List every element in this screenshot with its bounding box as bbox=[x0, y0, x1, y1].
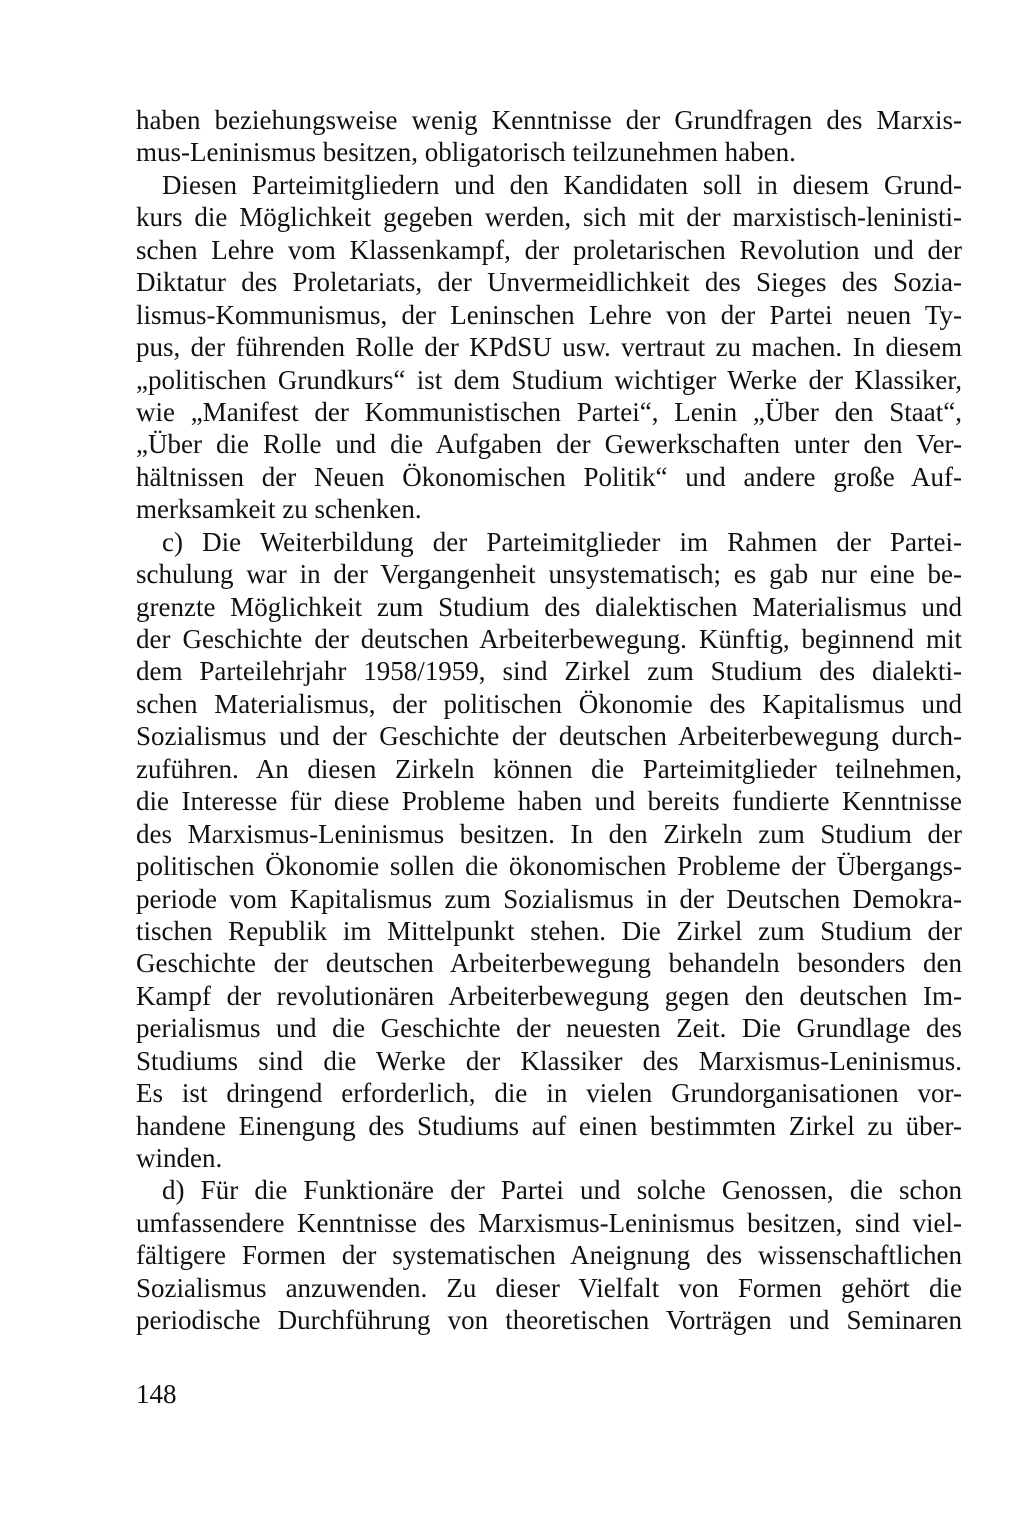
text-line: wie „Manifest der Kommunistischen Partei“, Lenin „Über den Staat“, bbox=[136, 396, 962, 427]
text-line: der Geschichte der deutschen Arbeiterbewegung. Künftig, beginnend mit bbox=[136, 624, 962, 654]
text-line: umfassendere Kenntnisse des Marxismus-Leninismus besitzen, sind viel- bbox=[136, 1207, 962, 1238]
text-line: pus, der führenden Rolle der KPdSU usw. vertraut zu machen. In diesem bbox=[136, 332, 962, 363]
text-line: winden. bbox=[136, 1143, 223, 1173]
text-line: dem Parteilehrjahr 1958/1959, sind Zirkel zum Studium des dialekti- bbox=[136, 656, 962, 687]
text-line: periodische Durchführung von theoretischen Vorträgen und Seminaren bbox=[136, 1305, 962, 1336]
text-line: Sozialismus und der Geschichte der deutschen Arbeiterbewegung durch- bbox=[136, 721, 962, 752]
text-line: mus-Leninismus besitzen, obligatorisch teilzunehmen haben. bbox=[136, 137, 796, 168]
text-line: Studiums sind die Werke der Klassiker des Marxismus-Leninismus. bbox=[136, 1045, 962, 1076]
text-line: Es ist dringend erforderlich, die in vielen Grundorganisationen vor- bbox=[136, 1078, 962, 1109]
text-line: Sozialismus anzuwenden. Zu dieser Vielfalt von Formen gehört die bbox=[136, 1272, 962, 1303]
text-line: schulung war in der Vergangenheit unsystematisch; es gab nur eine be- bbox=[136, 559, 962, 590]
text-line: lismus-Kommunismus, der Leninschen Lehre von der Partei neuen Ty- bbox=[136, 299, 962, 330]
text-line: „politischen Grundkurs“ ist dem Studium wichtiger Werke der Klassiker, bbox=[136, 364, 962, 395]
text-line: des Marxismus-Leninismus besitzen. In den Zirkeln zum Studium der bbox=[136, 818, 962, 849]
text-line: Diktatur des Proletariats, der Unvermeidlichkeit des Sieges des Sozia- bbox=[136, 267, 962, 298]
text-line: d) Für die Funktionäre der Partei und solche Genossen, die schon bbox=[162, 1175, 962, 1206]
page-number: 148 bbox=[136, 1379, 177, 1409]
text-line: haben beziehungsweise wenig Kenntnisse der Grundfragen des Marxis- bbox=[136, 105, 962, 135]
text-line: periode vom Kapitalismus zum Sozialismus in der Deutschen Demokra- bbox=[136, 883, 962, 914]
text-line: schen Lehre vom Klassenkampf, der proletarischen Revolution und der bbox=[136, 234, 962, 265]
text-line: kurs die Möglichkeit gegeben werden, sich mit der marxistisch-leninisti- bbox=[136, 202, 962, 233]
body-text bbox=[136, 104, 962, 1337]
text-line: „Über die Rolle und die Aufgaben der Gewerkschaften unter den Ver- bbox=[136, 429, 962, 460]
text-line: Geschichte der deutschen Arbeiterbewegung behandeln besonders den bbox=[136, 948, 962, 979]
text-line: zuführen. An diesen Zirkeln können die Parteimitglieder teilnehmen, bbox=[136, 753, 962, 784]
text-line: Diesen Parteimitgliedern und den Kandidaten soll in diesem Grund- bbox=[162, 169, 962, 200]
text-line: c) Die Weiterbildung der Parteimitglieder im Rahmen der Partei- bbox=[162, 526, 962, 557]
text-line: fältigere Formen der systematischen Aneignung des wissenschaftlichen bbox=[136, 1240, 962, 1271]
text-line: handene Einengung des Studiums auf einen bestimmten Zirkel zu über- bbox=[136, 1110, 962, 1141]
text-line: Kampf der revolutionären Arbeiterbewegung gegen den deutschen Im- bbox=[136, 980, 962, 1011]
text-line: grenzte Möglichkeit zum Studium des dialektischen Materialismus und bbox=[136, 591, 962, 622]
text-line: politischen Ökonomie sollen die ökonomischen Probleme der Übergangs- bbox=[136, 851, 962, 882]
text-line: die Interesse für diese Probleme haben und bereits fundierte Kenntnisse bbox=[136, 786, 962, 817]
text-line: perialismus und die Geschichte der neuesten Zeit. Die Grundlage des bbox=[136, 1013, 962, 1044]
text-line: schen Materialismus, der politischen Ökonomie des Kapitalismus und bbox=[136, 688, 962, 719]
text-line: merksamkeit zu schenken. bbox=[136, 494, 422, 525]
text-line: tischen Republik im Mittelpunkt stehen. Die Zirkel zum Studium der bbox=[136, 915, 962, 946]
text-line: hältnissen der Neuen Ökonomischen Politik“ und andere große Auf- bbox=[136, 461, 962, 492]
